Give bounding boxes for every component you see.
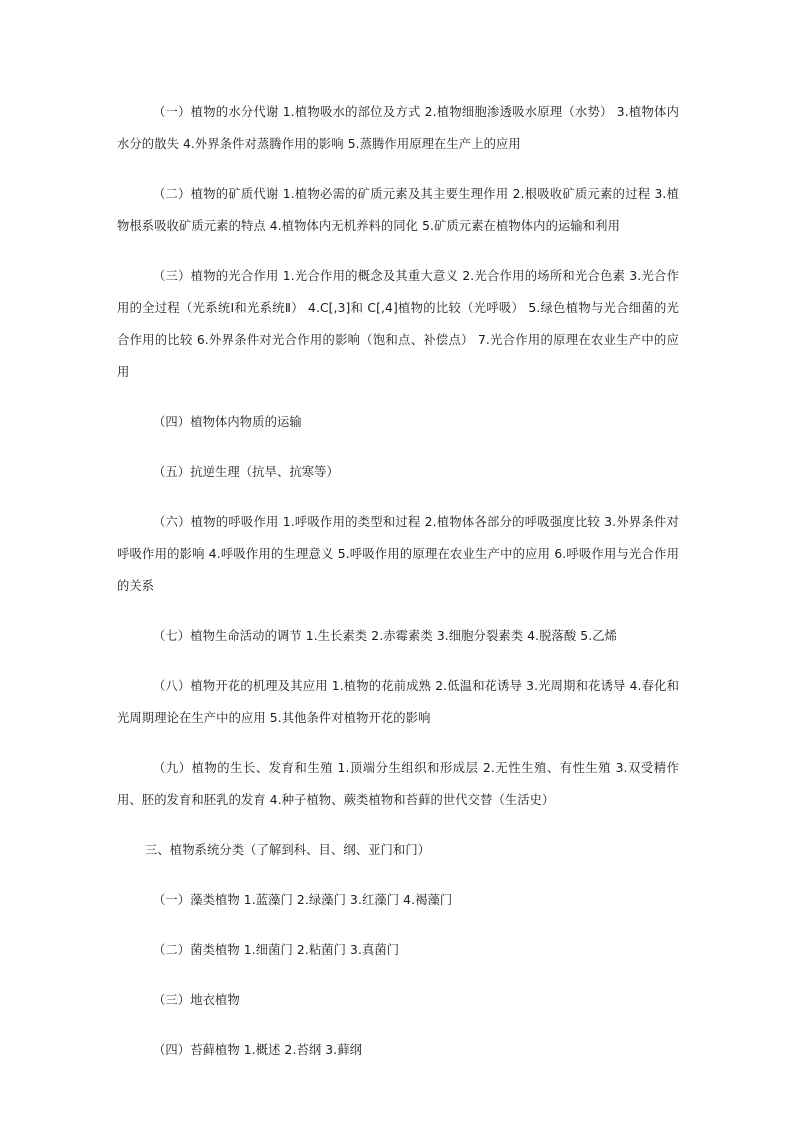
paragraph-algae: （一）藻类植物 1.蓝藻门 2.绿藻门 3.红藻门 4.褐藻门	[153, 893, 453, 907]
paragraph-substance-transport: （四）植物体内物质的运输	[153, 415, 302, 429]
paragraph-bryophytes: （四）苔藓植物 1.概述 2.苔纲 3.藓纲	[153, 1043, 362, 1057]
document-page	[117, 96, 679, 1084]
paragraph-mineral-metabolism: （二）植物的矿质代谢 1.植物必需的矿质元素及其主要生理作用 2.根吸收矿质元素的过程 3.植物根系吸收矿质元素的特点 4.植物体内无机养料的同化 5.矿质元素在植物体内的运输和利用	[117, 187, 679, 233]
paragraph-respiration: （六）植物的呼吸作用 1.呼吸作用的类型和过程 2.植物体各部分的呼吸强度比较 3.外界条件对呼吸作用的影响 4.呼吸作用的生理意义 5.呼吸作用的原理在农业生产中的应用 6.呼吸作用与光合作用的关系	[117, 515, 679, 593]
paragraph-photosynthesis: （三）植物的光合作用 1.光合作用的概念及其重大意义 2.光合作用的场所和光合色素 3.光合作用的全过程（光系统Ⅰ和光系统Ⅱ） 4.C[,3]和 C[,4]植物的比较（光呼吸） 5.绿色植物与光合细菌的光合作用的比较 6.外界条件对光合作用的影响（饱和点、补偿点） 7.光合作用的原理在农业生产中的应用	[117, 269, 679, 379]
section-heading-plant-classification: 三、植物系统分类（了解到科、目、纲、亚门和门）	[145, 843, 431, 857]
paragraph-stress-physiology: （五）抗逆生理（抗旱、抗寒等）	[153, 465, 339, 479]
paragraph-fungi: （二）菌类植物 1.细菌门 2.粘菌门 3.真菌门	[153, 943, 400, 957]
paragraph-growth-reproduction: （九）植物的生长、发育和生殖 1.顶端分生组织和形成层 2.无性生殖、有性生殖 3.双受精作用、胚的发育和胚乳的发育 4.种子植物、蕨类植物和苔藓的世代交替（生活史）	[117, 761, 679, 807]
paragraph-water-metabolism: （一）植物的水分代谢 1.植物吸水的部位及方式 2.植物细胞渗透吸水原理（水势） 3.植物体内水分的散失 4.外界条件对蒸腾作用的影响 5.蒸腾作用原理在生产上的应用	[117, 105, 679, 151]
paragraph-regulation: （七）植物生命活动的调节 1.生长素类 2.赤霉素类 3.细胞分裂素类 4.脱落酸 5.乙烯	[153, 629, 618, 643]
paragraph-lichens: （三）地衣植物	[153, 993, 240, 1007]
paragraph-flowering: （八）植物开花的机理及其应用 1.植物的花前成熟 2.低温和花诱导 3.光周期和花诱导 4.春化和光周期理论在生产中的应用 5.其他条件对植物开花的影响	[117, 679, 679, 725]
